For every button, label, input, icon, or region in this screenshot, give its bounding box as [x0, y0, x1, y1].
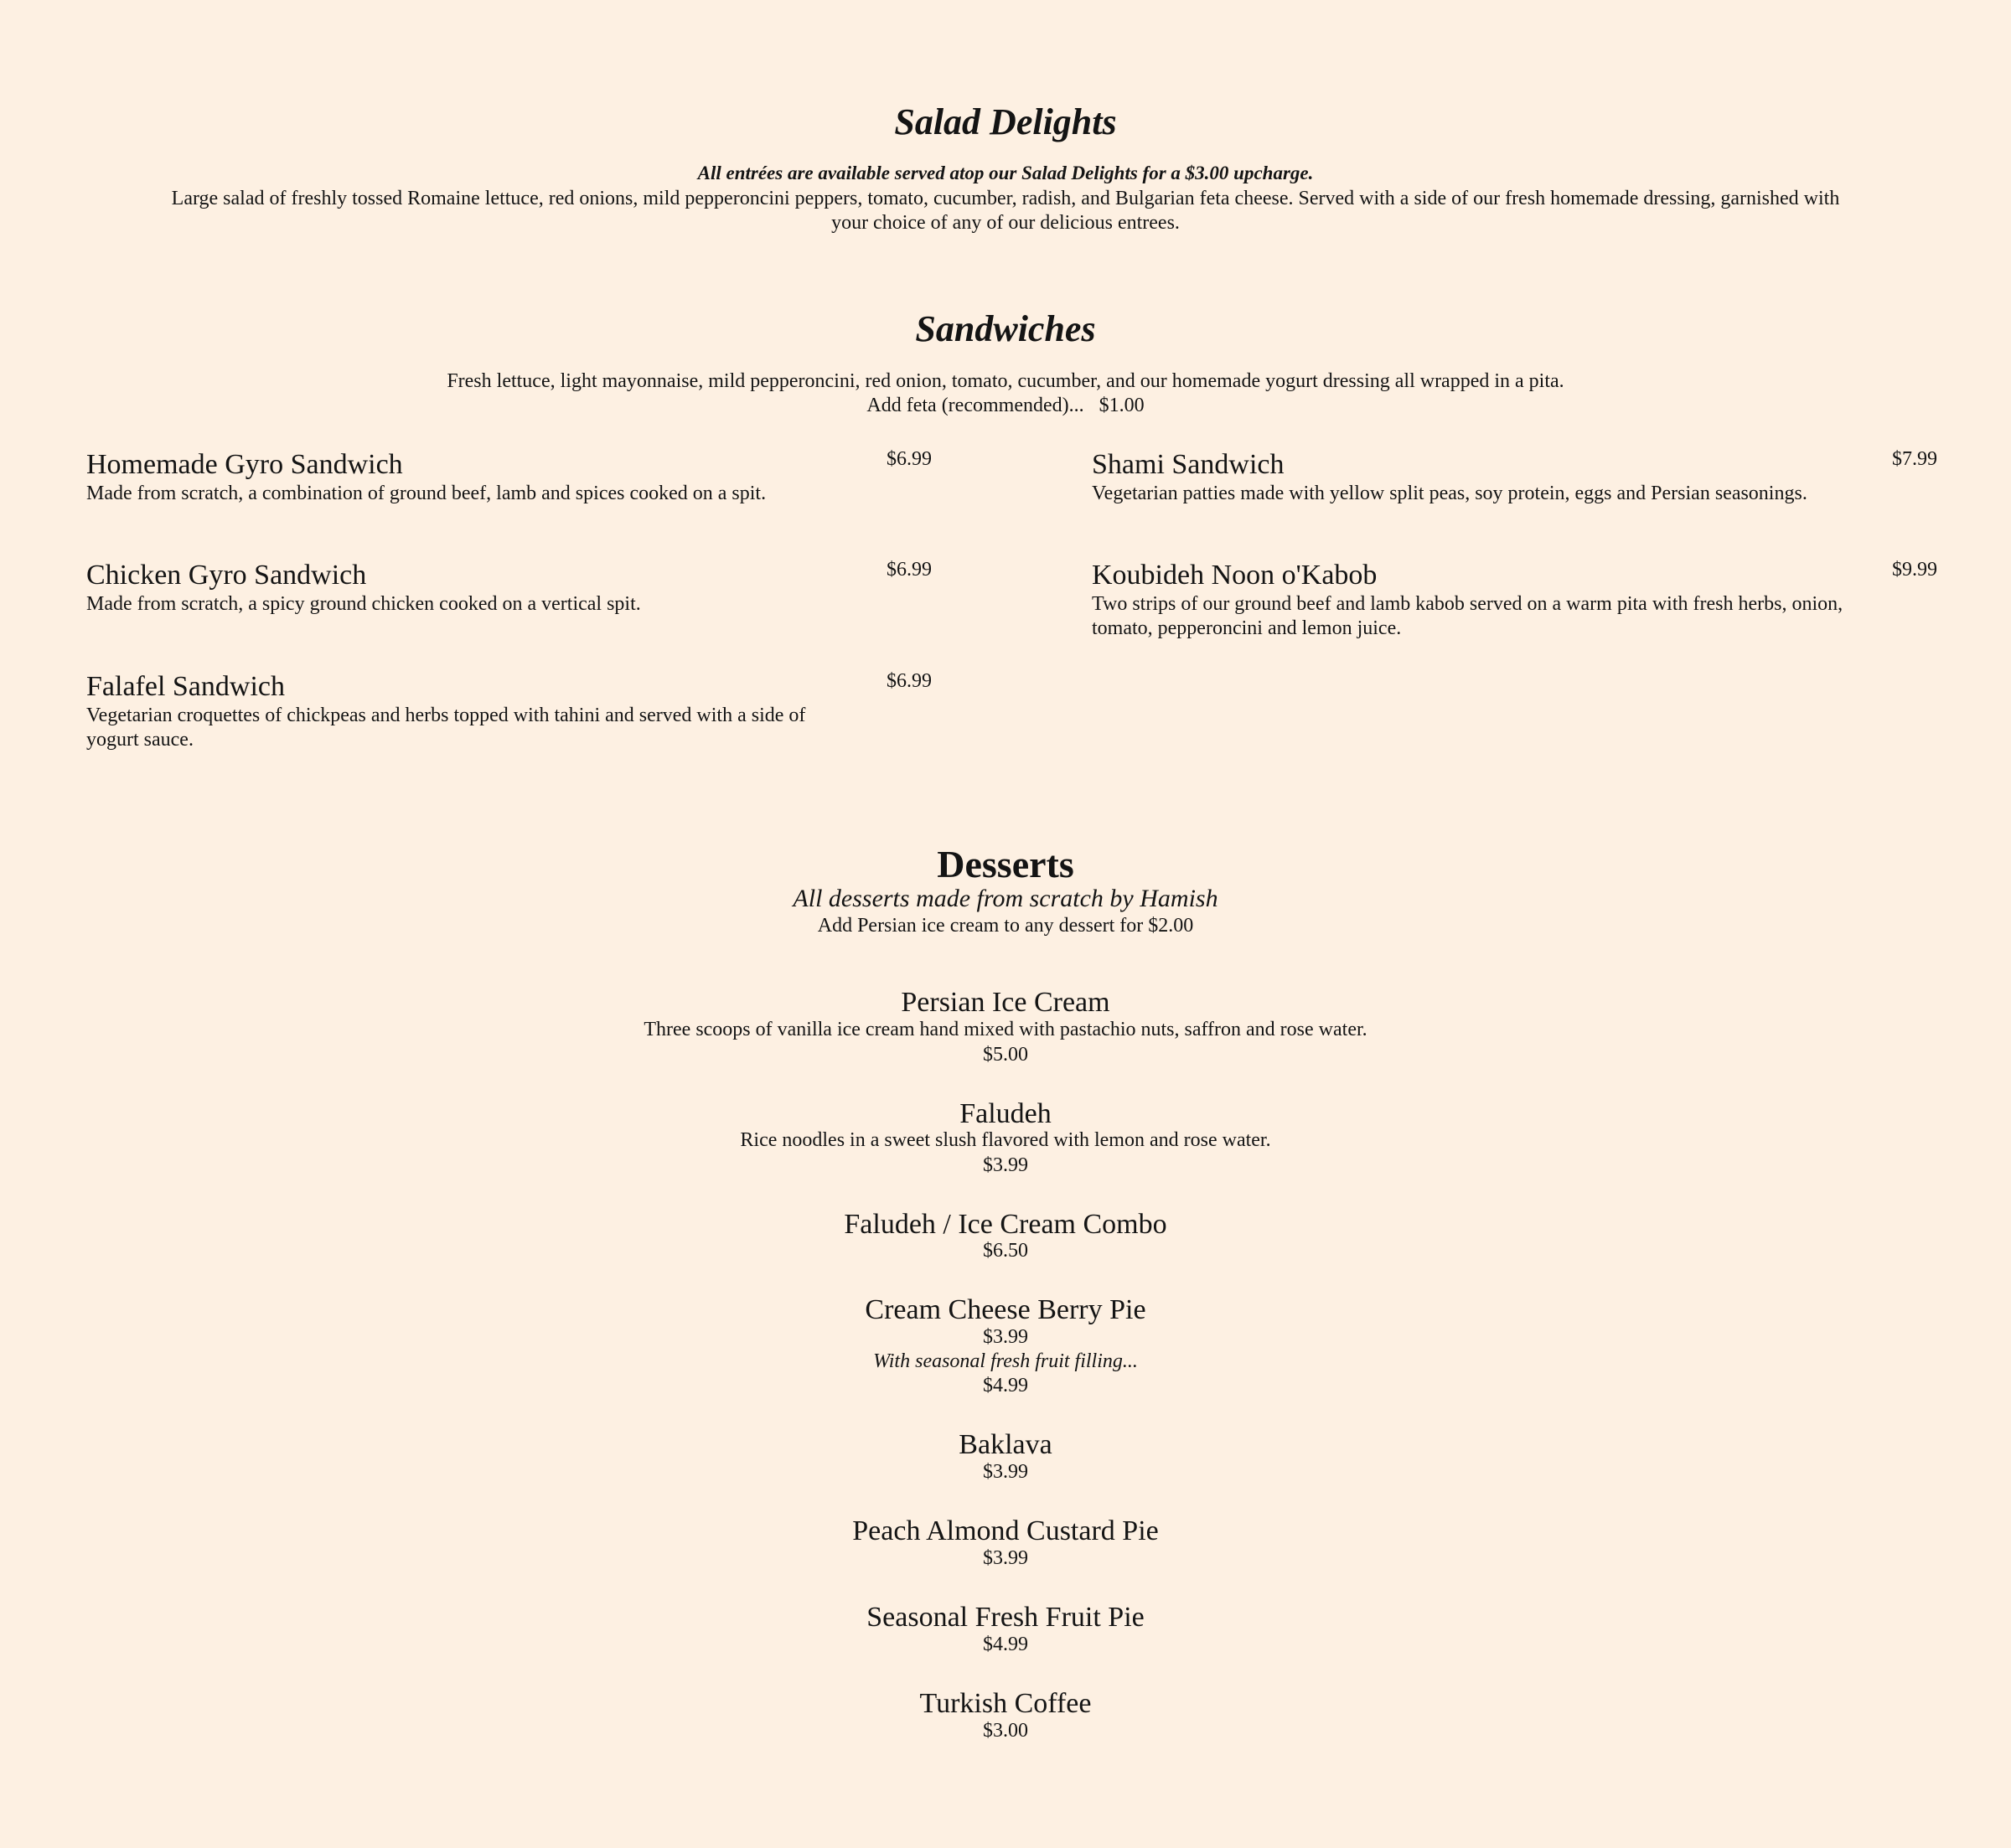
item-price: $9.99	[1892, 559, 1937, 581]
dessert-description: Rice noodles in a sweet slush flavored with lemon and rose water.	[740, 1129, 1271, 1151]
desserts-icecream-addon: Add Persian ice cream to any dessert for $2.00	[817, 915, 1194, 937]
item-name: Koubideh Noon o'Kabob	[1092, 560, 1378, 591]
dessert-price: $3.99	[983, 1461, 1028, 1483]
dessert-name: Baklava	[959, 1429, 1052, 1460]
item-description: Two strips of our ground beef and lamb kabob served on a warm pita with fresh herbs, onion, tomato, pepperoncini and lemon juice.	[1092, 593, 1843, 639]
item-description: Vegetarian croquettes of chickpeas and herbs topped with tahini and served with a side of yogurt sauce.	[86, 705, 806, 751]
dessert-name: Turkish Coffee	[919, 1688, 1092, 1719]
dessert-price: $6.50	[983, 1240, 1028, 1262]
item-price: $6.99	[887, 448, 932, 470]
dessert-description: Three scoops of vanilla ice cream hand mixed with pastachio nuts, saffron and rose water.	[644, 1019, 1367, 1040]
menu-item	[86, 559, 857, 617]
salad-upcharge-note: All entrées are available served atop our Salad Delights for a $3.00 upcharge.	[697, 163, 1314, 183]
dessert-name: Faludeh / Ice Cream Combo	[844, 1209, 1167, 1240]
dessert-name: Peach Almond Custard Pie	[852, 1515, 1159, 1546]
dessert-name: Seasonal Fresh Fruit Pie	[866, 1602, 1145, 1633]
menu-item	[1092, 448, 1879, 506]
dessert-name: Persian Ice Cream	[901, 987, 1110, 1018]
dessert-price: $3.00	[983, 1720, 1028, 1742]
dessert-price: $3.99	[983, 1547, 1028, 1569]
item-price: $6.99	[887, 559, 932, 581]
desserts-subtitle: All desserts made from scratch by Hamish	[793, 885, 1218, 912]
dessert-variant-note: With seasonal fresh fruit filling...	[873, 1350, 1138, 1372]
salad-description: Large salad of freshly tossed Romaine lettuce, red onions, mild pepperoncini peppers, tomato, cucumber, radish, and Bulgarian feta cheese. Served with a side of our fresh homemade dressing, garnished with your choice of any of our delicious entrees.	[171, 188, 1840, 234]
dessert-name: Cream Cheese Berry Pie	[865, 1294, 1146, 1325]
salad-section-title: Salad Delights	[894, 101, 1117, 142]
dessert-price: $3.99	[983, 1326, 1028, 1348]
item-name: Homemade Gyro Sandwich	[86, 449, 403, 480]
menu-item	[1092, 559, 1879, 641]
item-price: $6.99	[887, 670, 932, 692]
item-price: $7.99	[1892, 448, 1937, 470]
menu-item	[86, 670, 857, 752]
sandwiches-description: Fresh lettuce, light mayonnaise, mild pepperoncini, red onion, tomato, cucumber, and our homemade yogurt dressing all wrapped in a pita.	[447, 370, 1564, 392]
menu-item	[86, 448, 857, 506]
sandwiches-section-title: Sandwiches	[915, 308, 1096, 349]
item-name: Falafel Sandwich	[86, 671, 285, 702]
desserts-section-title: Desserts	[937, 843, 1074, 885]
dessert-name: Faludeh	[959, 1098, 1052, 1129]
dessert-price: $5.00	[983, 1044, 1028, 1066]
dessert-price: $4.99	[983, 1634, 1028, 1655]
sandwiches-feta-addon: Add feta (recommended)... $1.00	[866, 395, 1145, 416]
item-description: Made from scratch, a spicy ground chicken cooked on a vertical spit.	[86, 593, 641, 615]
dessert-variant-price: $4.99	[983, 1375, 1028, 1396]
dessert-price: $3.99	[983, 1154, 1028, 1176]
item-description: Vegetarian patties made with yellow split peas, soy protein, eggs and Persian seasonings.	[1092, 483, 1807, 504]
item-name: Chicken Gyro Sandwich	[86, 560, 367, 591]
item-name: Shami Sandwich	[1092, 449, 1285, 480]
item-description: Made from scratch, a combination of ground beef, lamb and spices cooked on a spit.	[86, 483, 767, 504]
